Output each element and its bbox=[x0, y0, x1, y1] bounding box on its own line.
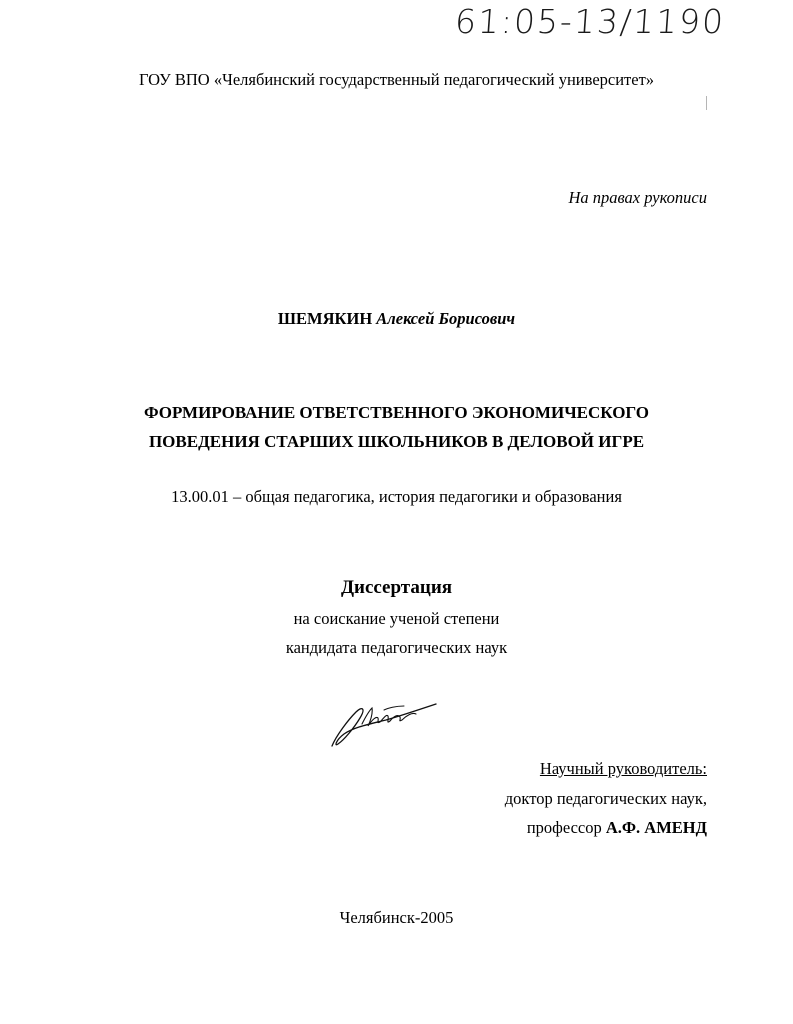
scan-mark bbox=[706, 96, 707, 110]
specialty-code: 13.00.01 – общая педагогика, история педагогики и образования bbox=[171, 487, 622, 506]
author-surname: ШЕМЯКИН bbox=[277, 309, 373, 328]
dissertation-title bbox=[0, 398, 793, 456]
degree-line-2: кандидата педагогических наук bbox=[285, 638, 508, 657]
degree-line-1: на соискание ученой степени bbox=[293, 609, 500, 628]
supervisor-title: профессор bbox=[526, 818, 602, 837]
author-signature bbox=[326, 696, 442, 752]
supervisor-name: А.Ф. АМЕНД bbox=[605, 818, 707, 837]
supervisor-name-line bbox=[527, 818, 707, 838]
author-name bbox=[0, 309, 793, 329]
supervisor-degree: доктор педагогических наук, bbox=[504, 789, 707, 808]
work-type-heading: Диссертация bbox=[340, 577, 453, 598]
author-given-names: Алексей Борисович bbox=[376, 309, 516, 328]
city-year: Челябинск-2005 bbox=[339, 908, 454, 927]
archive-code-handwritten: 61:05-13/1190 bbox=[453, 2, 727, 41]
title-line-1: ФОРМИРОВАНИЕ ОТВЕТСТВЕННОГО ЭКОНОМИЧЕСКОГО bbox=[143, 403, 650, 422]
manuscript-note: На правах рукописи bbox=[568, 188, 707, 207]
supervisor-label: Научный руководитель: bbox=[539, 759, 707, 778]
title-line-2: ПОВЕДЕНИЯ СТАРШИХ ШКОЛЬНИКОВ В ДЕЛОВОЙ ИГРЕ bbox=[148, 432, 645, 451]
institution-name: ГОУ ВПО «Челябинский государственный педагогический университет» bbox=[138, 70, 655, 89]
